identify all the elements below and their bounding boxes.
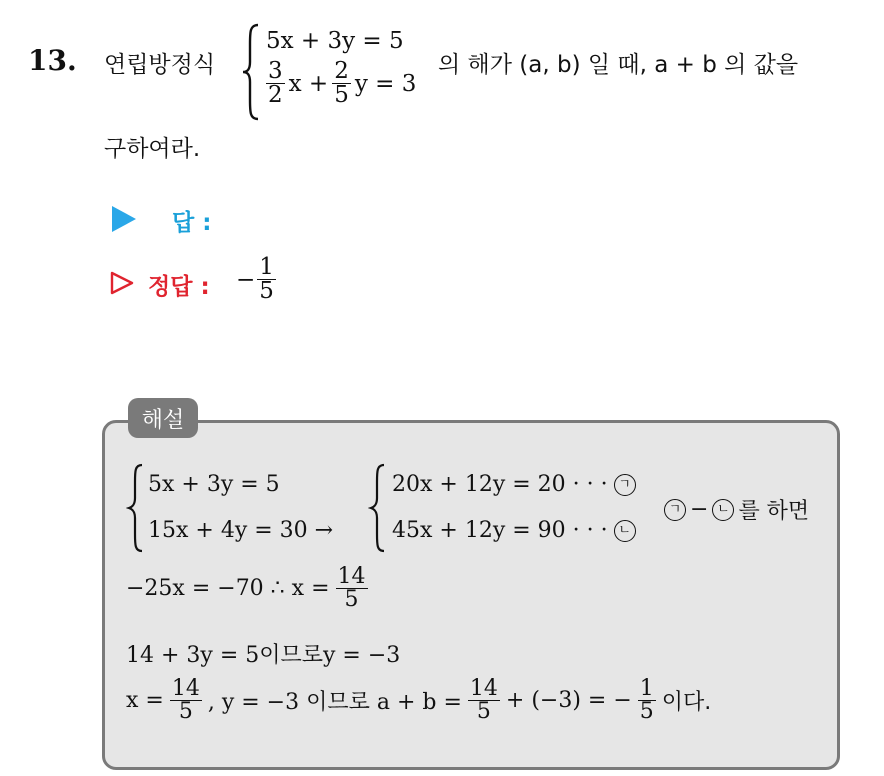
line4-middle-2: + (−3) = −	[505, 688, 632, 713]
circled-mark-1: ㄱ	[614, 474, 636, 496]
solution-right-eq1	[392, 472, 636, 497]
solution-right-brace	[368, 462, 388, 554]
solution-left-eq1: 5x + 3y = 5	[148, 472, 280, 497]
outline-triangle-icon	[110, 271, 134, 295]
fraction	[468, 678, 500, 723]
eq2-tail: y = 3	[354, 70, 417, 97]
fraction-denominator: 5	[639, 699, 654, 724]
right-eq1-text: 20x + 12y = 20 · · ·	[392, 472, 608, 497]
circled-mark-2: ㄴ	[712, 499, 734, 521]
question-lead-text: 연립방정식	[104, 52, 216, 78]
fraction	[638, 678, 656, 723]
solution-line-3: 14 + 3y = 5이므로y = −3	[126, 643, 401, 668]
fraction-denominator: 5	[178, 699, 193, 724]
play-icon	[112, 206, 136, 232]
fraction-denominator: 5	[344, 587, 359, 612]
fraction-numerator: 14	[171, 676, 200, 701]
question-number: 13.	[28, 44, 77, 77]
right-eq2-text: 45x + 12y = 90 · · ·	[392, 518, 608, 543]
solution-left-brace	[126, 462, 146, 554]
solution-right-eq2	[392, 518, 636, 543]
solution-tab: 해설	[128, 398, 198, 438]
line2-text: −25x = −70 ∴ x =	[126, 576, 330, 601]
fraction-denominator: 5	[259, 278, 274, 304]
correct-answer-value	[236, 256, 276, 303]
solution-left-eq2: 15x + 4y = 30 →	[148, 518, 334, 543]
eq2-middle: x +	[288, 70, 329, 97]
question-system-eq1: 5x + 3y = 5	[266, 28, 404, 54]
operation-text: 를 하면	[738, 499, 810, 524]
question-system-eq2	[266, 60, 416, 107]
fraction-numerator: 2	[334, 58, 349, 84]
fraction	[332, 60, 351, 107]
line4-middle: , y = −3 이므로 a + b =	[207, 690, 462, 715]
line4-tail: 이다.	[661, 690, 712, 715]
circled-mark-1: ㄱ	[664, 499, 686, 521]
solution-line-4	[126, 678, 711, 723]
fraction	[257, 256, 276, 303]
question-system-brace	[240, 22, 262, 122]
question-second-line: 구하여라.	[104, 136, 201, 162]
question-tail-text: 의 해가 (a, b) 일 때, a + b 의 값을	[438, 52, 799, 78]
fraction	[266, 60, 285, 107]
operation-minus: −	[690, 497, 709, 522]
fraction-numerator: 14	[337, 564, 366, 589]
fraction-numerator: 1	[259, 254, 274, 280]
fraction-denominator: 5	[334, 82, 349, 108]
fraction	[336, 566, 368, 611]
fraction-numerator: 14	[469, 676, 498, 701]
solution-operation	[664, 494, 809, 525]
correct-answer-label: 정답 :	[148, 274, 210, 300]
fraction-numerator: 3	[268, 58, 283, 84]
minus-sign: −	[236, 266, 256, 293]
fraction-denominator: 5	[476, 699, 491, 724]
fraction-numerator: 1	[639, 676, 654, 701]
circled-mark-2: ㄴ	[614, 520, 636, 542]
fraction	[170, 678, 202, 723]
fraction-denominator: 2	[268, 82, 283, 108]
line4-pre: x =	[126, 688, 164, 713]
solution-line-2	[126, 566, 368, 611]
answer-label: 답 :	[172, 210, 212, 236]
